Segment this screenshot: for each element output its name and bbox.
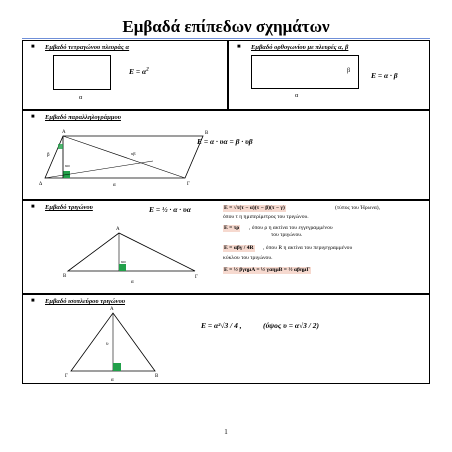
rectangle-width-label: α	[295, 92, 299, 99]
rectangle-height-label: β	[347, 67, 351, 74]
inradius-formula: Ε = τρ	[224, 225, 240, 231]
label-A: Α	[62, 130, 66, 135]
parallelogram-formula: Ε = α · υα = β · υβ	[197, 137, 253, 146]
rectangle-figure	[251, 55, 359, 89]
inradius-note-1: , όπου ρ η ακτίνα του εγγεγραμμένου	[249, 225, 333, 231]
label-G: Γ	[187, 182, 190, 187]
equilateral-formula: Ε = α²√3 / 4 ,	[201, 321, 242, 330]
label-D: Δ	[39, 182, 43, 187]
parallelogram-section	[22, 110, 430, 200]
square-side-label: α	[79, 94, 83, 101]
bullet-icon: ■	[31, 298, 35, 304]
square-formula-text: $E = \alpha^2$	[129, 67, 149, 76]
bullet-icon: ■	[237, 44, 241, 50]
label-B: Β	[205, 131, 209, 136]
equilateral-figure	[23, 295, 183, 385]
heron-formula: Ε = √τ(τ − α)(τ − β)(τ − γ)	[224, 205, 285, 211]
title-underline	[22, 38, 430, 39]
sine-formula: Ε = ½ βγημΑ = ½ γαημΒ = ½ αβημΓ	[224, 267, 310, 273]
rectangle-section	[228, 40, 430, 110]
inradius-note-2: του τριγώνου.	[271, 232, 303, 238]
page-number: 1	[224, 428, 228, 436]
triangle-formula: Ε = ½ · α · υα	[149, 205, 191, 214]
parallelogram-figure	[23, 111, 223, 201]
label-u: υ	[106, 342, 109, 347]
triangle-title: Εμβαδό τριγώνου	[45, 204, 93, 211]
circumradius-note-2: κύκλου του τριγώνου.	[223, 255, 273, 261]
triangle-section	[22, 200, 430, 294]
label-A: Α	[116, 227, 120, 232]
bullet-icon: ■	[31, 204, 35, 210]
square-figure	[53, 55, 111, 90]
triangle-figure	[23, 201, 223, 295]
heron-note: (τύπος του Ήρωνα),	[335, 205, 381, 211]
bullet-icon: ■	[31, 114, 35, 120]
label-a: α	[131, 280, 134, 285]
label-b: β	[47, 153, 50, 158]
label-G: Γ	[65, 374, 68, 379]
label-G: Γ	[195, 275, 198, 280]
equilateral-height-formula: (ύψος υ = α√3 / 2)	[263, 321, 319, 330]
bullet-icon: ■	[31, 44, 35, 50]
rectangle-title: Εμβαδό ορθογωνίου με πλευρές α, β	[251, 44, 349, 51]
square-formula	[129, 67, 149, 76]
page-title: Εμβαδά επίπεδων σχημάτων	[122, 17, 330, 36]
label-ub: υβ	[131, 151, 136, 156]
label-A: Α	[110, 307, 114, 312]
circumradius-formula: Ε = αβγ / 4R	[224, 245, 254, 251]
semiperimeter-note: όπου τ η ημιπερίμετρος του τριγώνου.	[223, 214, 309, 220]
equilateral-section	[22, 294, 430, 384]
label-a: α	[113, 183, 116, 188]
label-ua: υα	[121, 259, 126, 264]
circumradius-note-1: , όπου R η ακτίνα του περιγεγραμμένου	[263, 245, 353, 251]
square-section	[22, 40, 228, 110]
label-a: α	[111, 378, 114, 383]
rectangle-formula: Ε = α · β	[371, 71, 398, 80]
label-ua: υα	[65, 163, 70, 168]
square-title: Εμβαδό τετραγώνου πλευράς α	[45, 44, 130, 51]
equilateral-title: Εμβαδό ισοπλεύρου τριγώνου	[45, 298, 125, 305]
label-B: Β	[155, 374, 159, 379]
label-B: Β	[63, 274, 67, 279]
parallelogram-title: Εμβαδό παραλληλογράμμου	[45, 114, 121, 121]
